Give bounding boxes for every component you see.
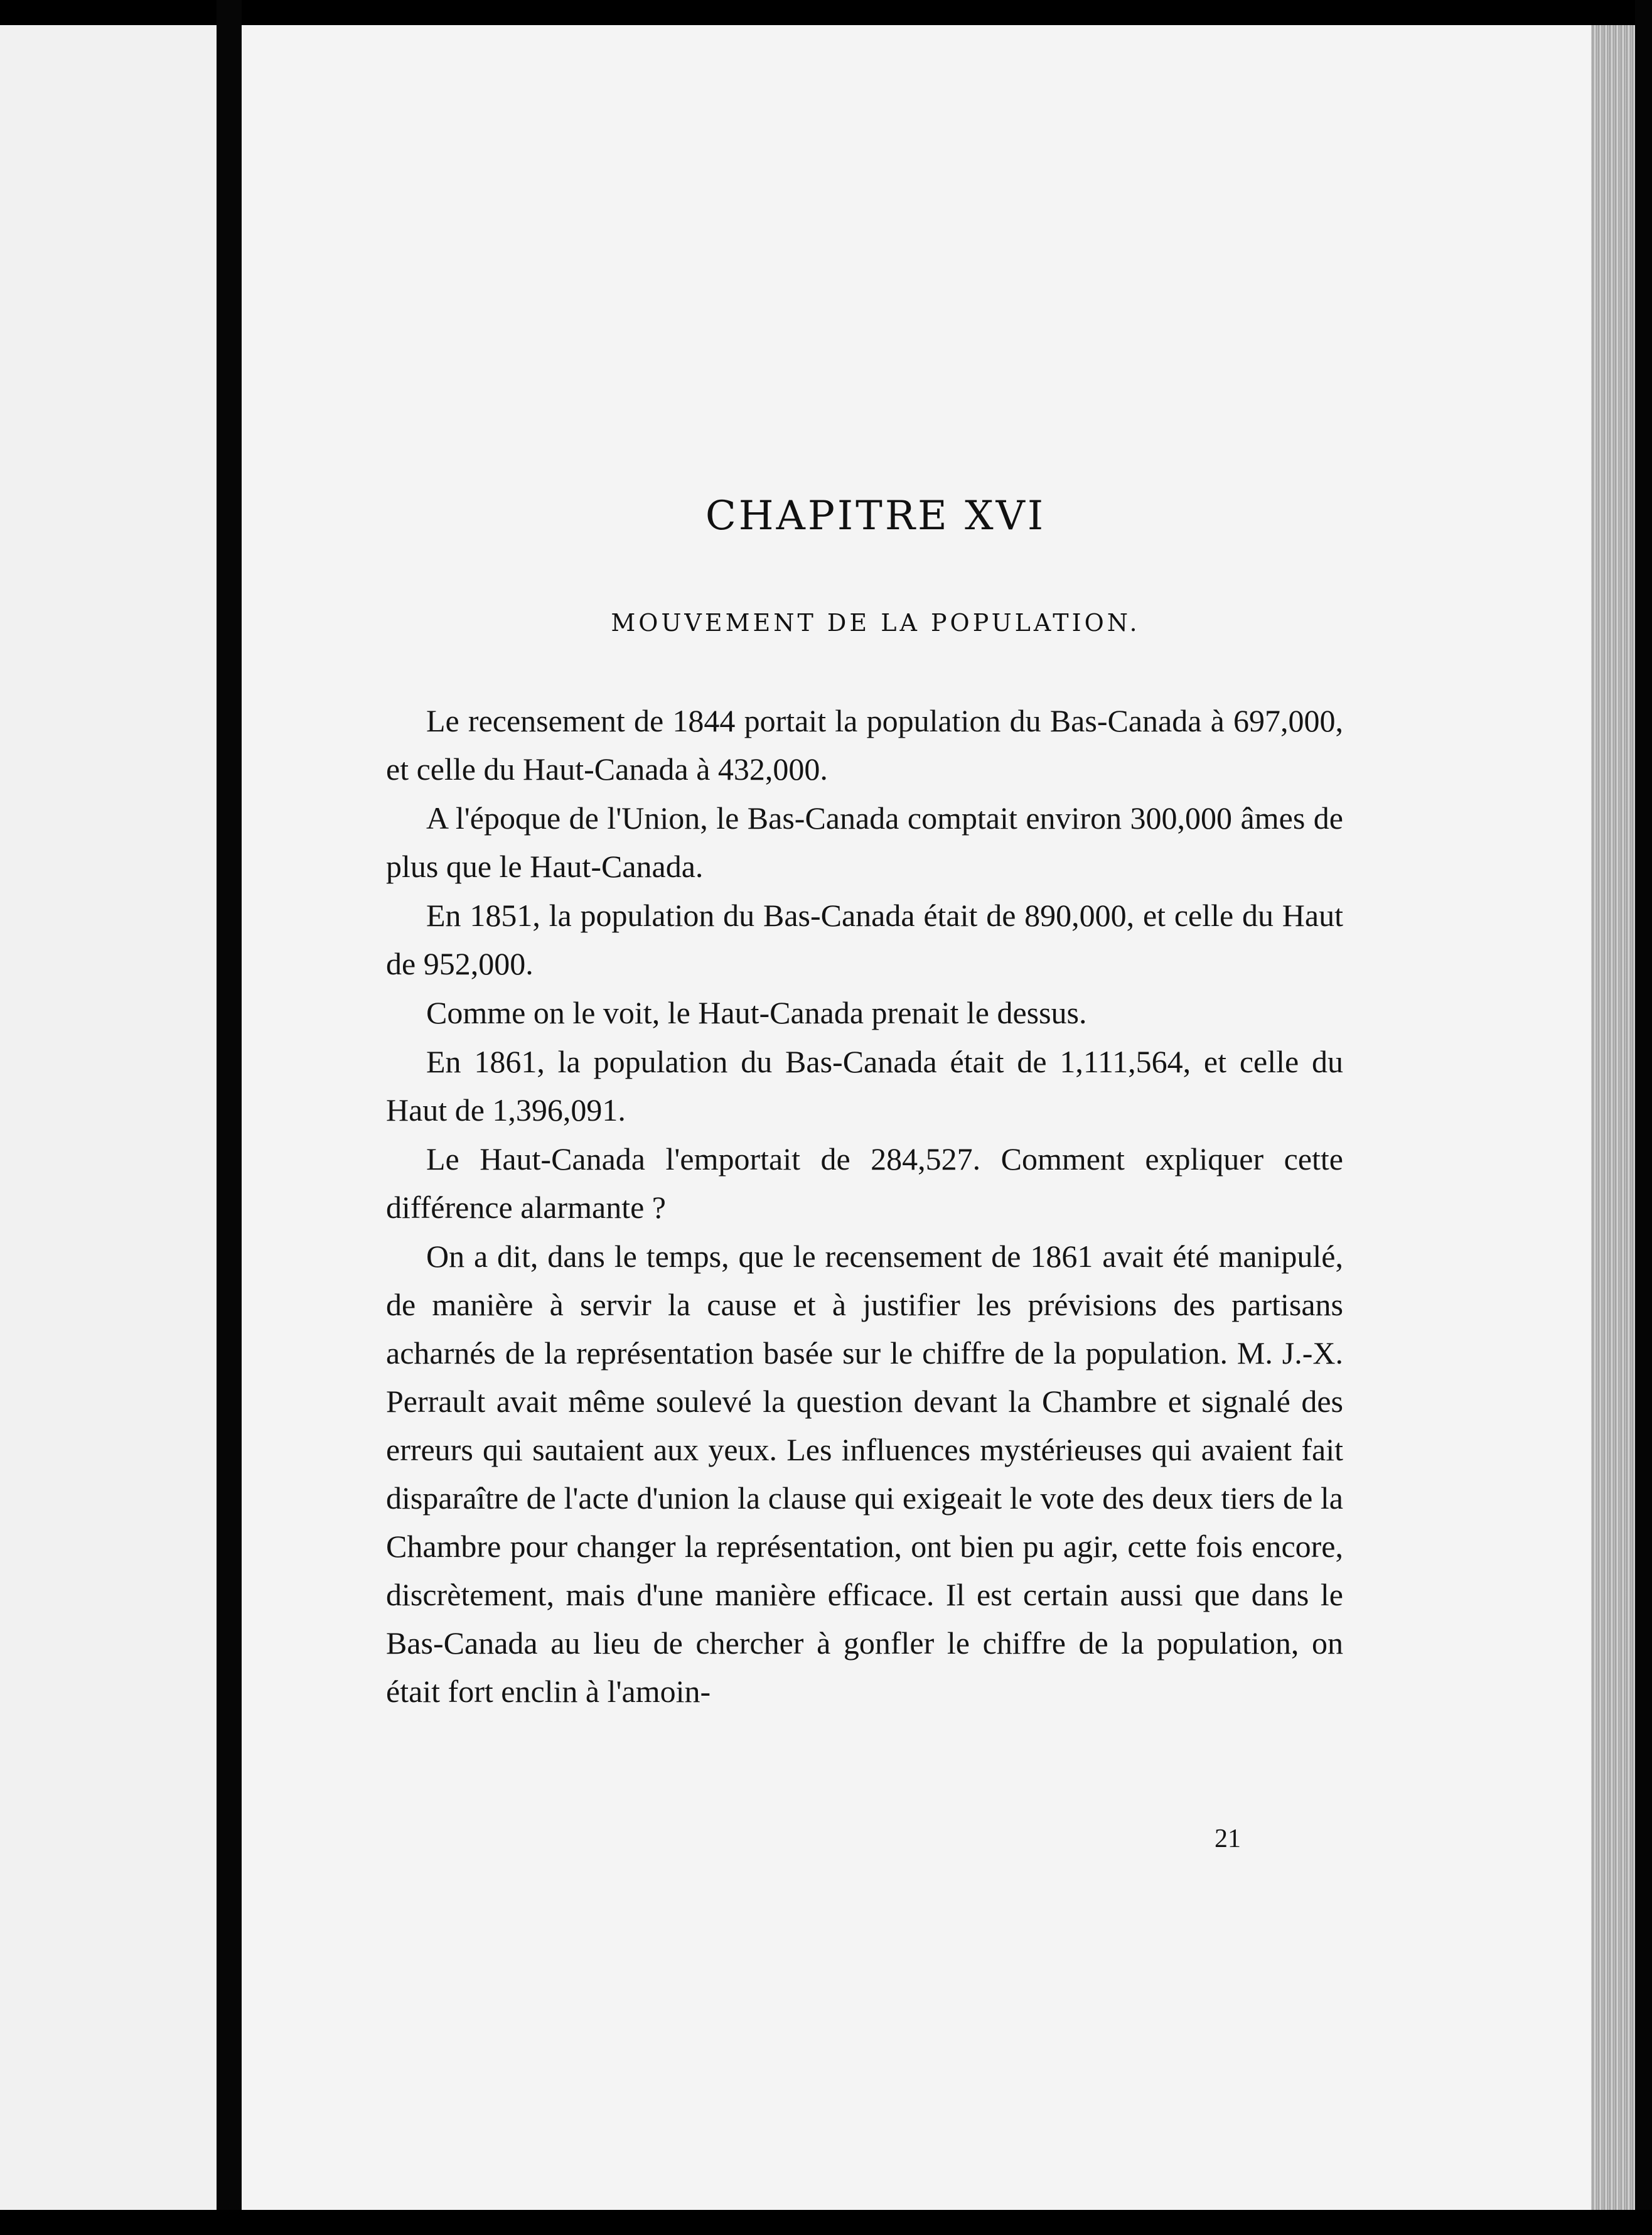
scan-border-top — [0, 0, 1652, 25]
page-edges — [1591, 25, 1635, 2210]
paragraph: On a dit, dans le temps, que le recensement de 1861 avait été manipulé, de manière à servir la cause et à justifier les prévisions des partisans acharnés de la représentation basée sur le chiffre de la population. M. J.-X. Perrault avait même soulevé la question devant la Chambre et signalé des erreurs qui sautaient aux yeux. Les influences mystérieuses qui avaient fait disparaître de l'acte d'union la clause qui exigeait le vote des deux tiers de la Chambre pour changer la représentation, ont bien pu agir, cette fois encore, discrètement, mais d'une manière efficace. Il est certain aussi que dans le Bas-Canada au lieu de chercher à gonfler le chiffre de la population, on était fort enclin à l'amoin- — [386, 1239, 1343, 1709]
book-gutter — [217, 0, 242, 2235]
paragraph: A l'époque de l'Union, le Bas-Canada comptait environ 300,000 âmes de plus que le Haut-Canada. — [386, 800, 1343, 884]
paragraph: En 1861, la population du Bas-Canada était de 1,111,564, et celle du Haut de 1,396,091. — [386, 1044, 1343, 1128]
scan-border-right — [1635, 0, 1652, 2235]
left-blank-page — [0, 25, 217, 2235]
scan-border-bottom — [0, 2210, 1652, 2235]
paragraph: Le Haut-Canada l'emportait de 284,527. Comment expliquer cette différence alarmante ? — [386, 1141, 1343, 1225]
body-text — [386, 697, 1343, 1716]
paragraph: Comme on le voit, le Haut-Canada prenait le dessus. — [426, 995, 1087, 1030]
page-number: 21 — [1215, 1824, 1241, 1853]
chapter-subtitle: MOUVEMENT DE LA POPULATION. — [611, 609, 1140, 637]
paragraph: Le recensement de 1844 portait la population du Bas-Canada à 697,000, et celle du Haut-Canada à 432,000. — [386, 703, 1343, 787]
chapter-title: CHAPITRE XVI — [705, 493, 1046, 539]
paragraph: En 1851, la population du Bas-Canada était de 890,000, et celle du Haut de 952,000. — [386, 898, 1343, 981]
